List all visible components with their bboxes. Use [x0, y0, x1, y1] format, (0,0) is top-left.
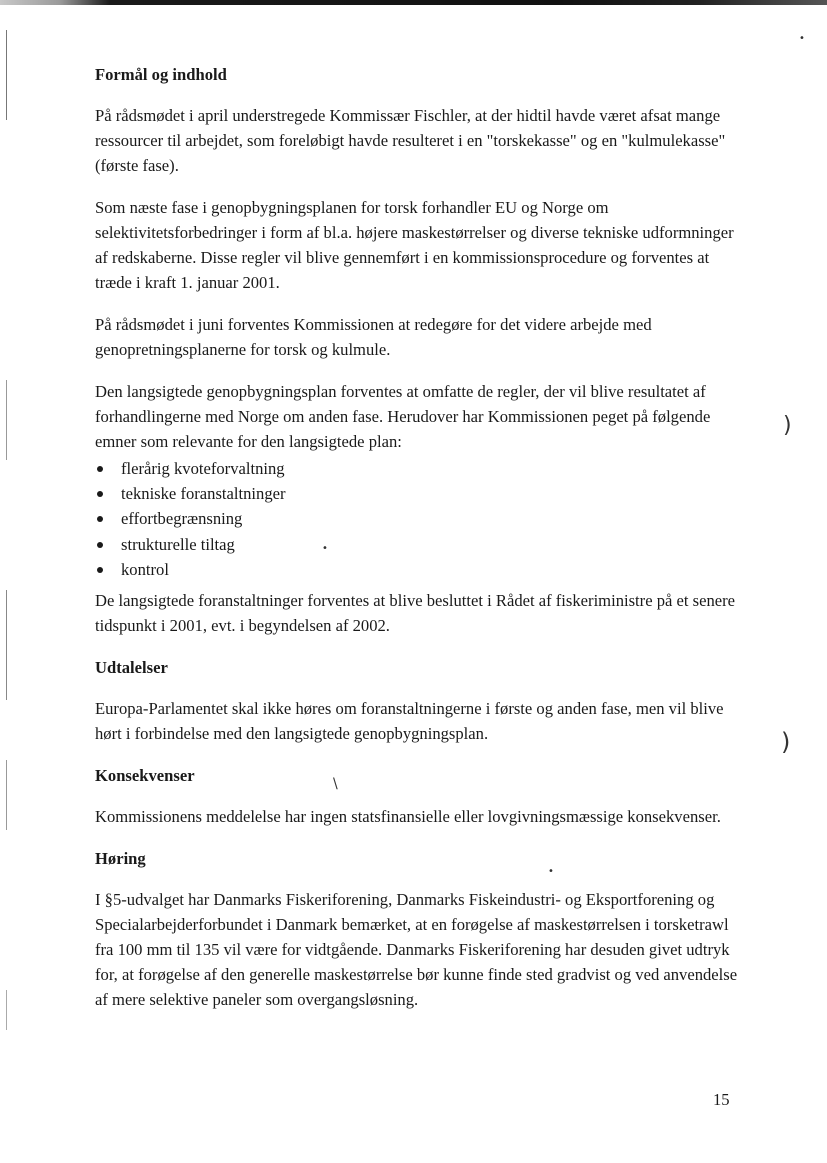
paragraph: De langsigtede foranstaltninger forventes at blive besluttet i Rådet af fiskeriministre på et senere tidspunkt i 2001, evt. i begyndelsen af 2002.: [95, 590, 736, 635]
list-item-text: tekniske foranstaltninger: [121, 484, 286, 504]
punch-hole-mark: ): [781, 728, 791, 756]
paragraph: På rådsmødet i april understregede Kommissær Fischler, at der hidtil havde været afsat mange ressourcer til arbejdet, som foreløbigt havde resulteret i en "torskekasse" og en "kulmulekasse" (første fase).: [95, 106, 726, 175]
scan-speck: •: [799, 33, 805, 44]
list-item-text: effortbegrænsning: [121, 509, 243, 529]
paragraph: Som næste fase i genopbygningsplanen for torsk forhandler EU og Norge om selektivitetsforbedringer i form af bl.a. højere maskestørrelser og diverse tekniske udformninger af redskaberne. Disse regler vil blive gennemført i en kommissionsprocedure og forventes at træde i kraft 1. januar 2001.: [95, 198, 734, 292]
document-page: [95, 62, 745, 1029]
bullet-icon: [97, 542, 103, 548]
list-item: [95, 532, 745, 557]
paragraph: På rådsmødet i juni forventes Kommissionen at redegøre for det videre arbejde med genopretningsplanerne for torsk og kulmule.: [95, 315, 652, 359]
bullet-icon: [97, 491, 103, 497]
scan-margin-line: [6, 990, 7, 1030]
list-item: [95, 557, 745, 582]
list-item-text: kontrol: [121, 559, 169, 579]
section-heading-formaal: Formål og indhold: [95, 65, 227, 84]
scan-margin-line: [6, 380, 7, 460]
scan-margin-line: [6, 760, 7, 830]
scan-speck: •: [548, 866, 554, 877]
punch-hole-mark: ): [783, 413, 792, 438]
list-item: [95, 481, 745, 506]
page-number: 15: [713, 1090, 730, 1109]
bullet-icon: [97, 516, 103, 522]
section-heading-udtalelser: Udtalelser: [95, 657, 168, 677]
section-heading-hoering: Høring: [95, 848, 146, 868]
paragraph: Kommissionens meddelelse har ingen statsfinansielle eller lovgivningsmæssige konsekvenser.: [95, 806, 721, 826]
scan-margin-line: [6, 590, 7, 700]
bullet-icon: [97, 567, 103, 573]
list-item-text: strukturelle tiltag: [121, 534, 235, 554]
list-item-text: flerårig kvoteforvaltning: [121, 459, 285, 478]
list-item: [95, 456, 745, 481]
bullet-icon: [97, 466, 103, 472]
list-item: [95, 506, 745, 531]
top-border-rule: [0, 0, 827, 5]
scan-margin-line: [6, 30, 7, 120]
bullet-list: [95, 456, 745, 582]
paragraph: I §5-udvalget har Danmarks Fiskeriforening, Danmarks Fiskeindustri- og Eksportforening og Specialarbejderforbundet i Danmark bemærket, at en forøgelse af maskestørrelsen i torsketrawl fra 100 mm til 135 vil være for vidtgående. Danmarks Fiskeriforening har desuden givet udtryk for, at forøgelse af den generelle maskestørrelse bør kunne finde sted gradvist og ved anvendelse af mere selektive paneler som overgangsløsning.: [95, 889, 738, 1009]
section-heading-konsekvenser: Konsekvenser: [95, 765, 195, 785]
paragraph: Europa-Parlamentet skal ikke høres om foranstaltningerne i første og anden fase, men vil blive hørt i forbindelse med den langsigtede genopbygningsplan.: [95, 698, 724, 743]
scan-speck: •: [322, 543, 328, 554]
paragraph: Den langsigtede genopbygningsplan forventes at omfatte de regler, der vil blive resultatet af forhandlingerne med Norge om anden fase. Herudover har Kommissionen peget på følgende emner som relevante for den langsigtede plan:: [95, 382, 711, 451]
scan-speck: \: [333, 776, 338, 792]
